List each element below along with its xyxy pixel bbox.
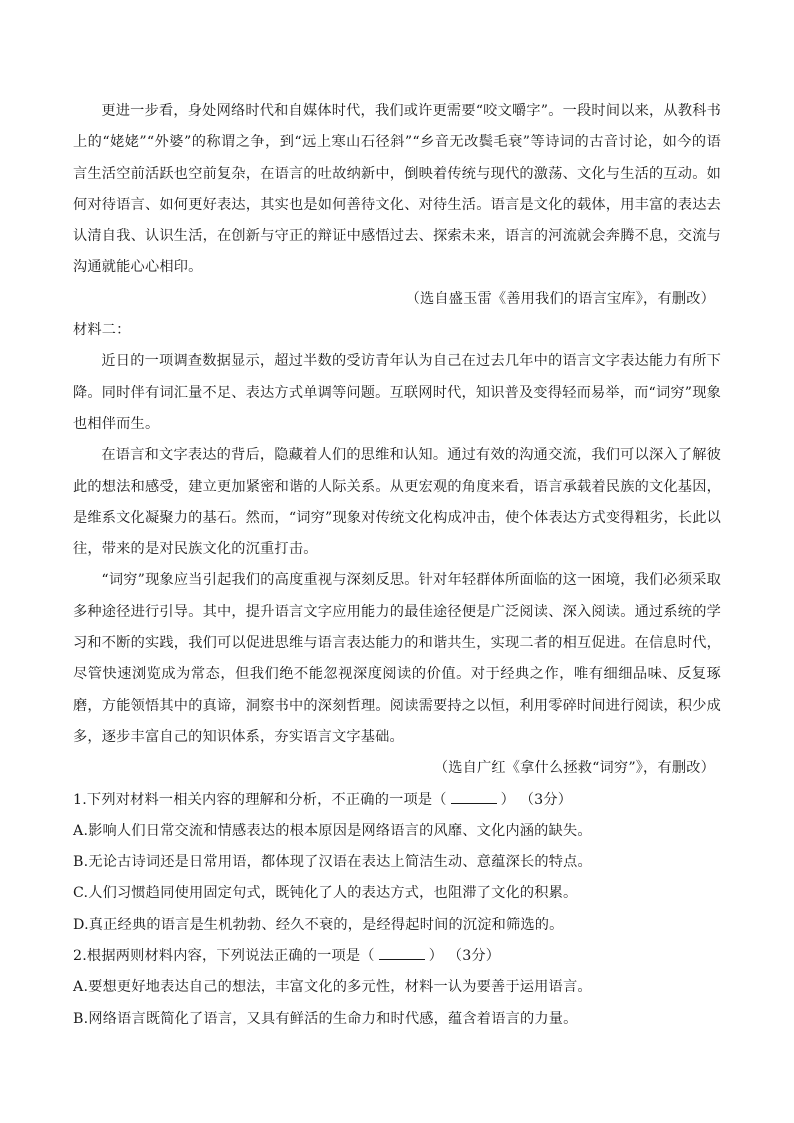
material2-source: （选自广红《拿什么拯救“词穷”》，有删改） xyxy=(433,760,715,777)
question-1-option-c: C.人们习惯趋同使用固定句式，既钝化了人的表达方式，也阻滞了文化的积累。 xyxy=(73,885,578,902)
question-2-option-a: A.要想更好地表达自己的想法，丰富文化的多元性，材料一认为要善于运用语言。 xyxy=(73,979,592,996)
material2-paragraph-1: 近日的一项调查数据显示，超过半数的受访青年认为自己在过去几年中的语言文字表达能力有所下降。同时伴有词汇量不足、表达方式单调等问题。互联网时代，知识普及变得轻而易举，而“词穷”现象也相伴而生。 xyxy=(73,353,721,432)
document-page xyxy=(73,96,721,1035)
question-1-option-b: B.无论古诗词还是日常用语，都体现了汉语在表达上简洁生动、意蕴深长的特点。 xyxy=(73,854,592,871)
material1-source: （选自盛玉雷《善用我们的语言宝库》，有删改） xyxy=(405,290,715,307)
answer-blank-1[interactable] xyxy=(451,789,497,804)
material1-paragraph: 更进一步看，身处网络时代和自媒体时代，我们或许更需要“咬文嚼字”。一段时间以来，从教科书上的“姥姥”“外婆”的称谓之争，到“远上寒山石径斜”“乡音无改鬓毛衰”等诗词的古音讨论，如今的语言生活空前活跃也空前复杂，在语言的吐故纳新中，倒映着传统与现代的激荡、文化与生活的互动。如何对待语言、如何更好表达，其实也是如何善待文化、对待生活。语言是文化的载体，用丰富的表达去认清自我、认识生活，在创新与守正的辩证中感悟过去、探索未来，语言的河流就会奔腾不息，交流与沟通就能心心相印。 xyxy=(73,103,721,276)
question-1-stem xyxy=(73,785,721,816)
material2-paragraph-2: 在语言和文字表达的背后，隐藏着人们的思维和认知。通过有效的沟通交流，我们可以深入了解彼此的想法和感受，建立更加紧密和谐的人际关系。从更宏观的角度来看，语言承载着民族的文化基因，是维系文化凝聚力的基石。然而，“词穷”现象对传统文化构成冲击，使个体表达方式变得粗劣，长此以往，带来的是对民族文化的沉重打击。 xyxy=(73,447,721,558)
question-2-option-b: B.网络语言既简化了语言，又具有鲜活的生命力和时代感，蕴含着语言的力量。 xyxy=(73,1010,578,1027)
question-1-option-a: A.影响人们日常交流和情感表达的根本原因是网络语言的风靡、文化内涵的缺失。 xyxy=(73,822,592,839)
question-2-stem-start: 2.根据两则材料内容，下列说法正确的一项是（ xyxy=(73,948,375,965)
question-1-stem-start: 1.下列对材料一相关内容的理解和分析，不正确的一项是（ xyxy=(73,791,447,808)
question-2-stem-end: ） （3分） xyxy=(428,948,501,965)
question-1-option-d: D.真正经典的语言是生机勃勃、经久不衰的，是经得起时间的沉淀和筛选的。 xyxy=(73,916,564,933)
answer-blank-2[interactable] xyxy=(379,945,425,960)
material2-label: 材料二： xyxy=(73,322,131,339)
question-1-stem-end: ） （3分） xyxy=(500,791,573,808)
question-2-stem xyxy=(73,941,721,972)
material2-paragraph-3: “词穷”现象应当引起我们的高度重视与深刻反思。针对年轻群体所面临的这一困境，我们必须采取多种途径进行引导。其中，提升语言文字应用能力的最佳途径便是广泛阅读、深入阅读。通过系统的学习和不断的实践，我们可以促进思维与语言表达能力的和谐共生，实现二者的相互促进。在信息时代，尽管快速浏览成为常态，但我们绝不能忽视深度阅读的价值。对于经典之作，唯有细细品味、反复琢磨，方能领悟其中的真谛，洞察书中的深刻哲理。阅读需要持之以恒，利用零碎时间进行阅读，积少成多，逐步丰富自己的知识体系，夯实语言文字基础。 xyxy=(73,572,721,745)
